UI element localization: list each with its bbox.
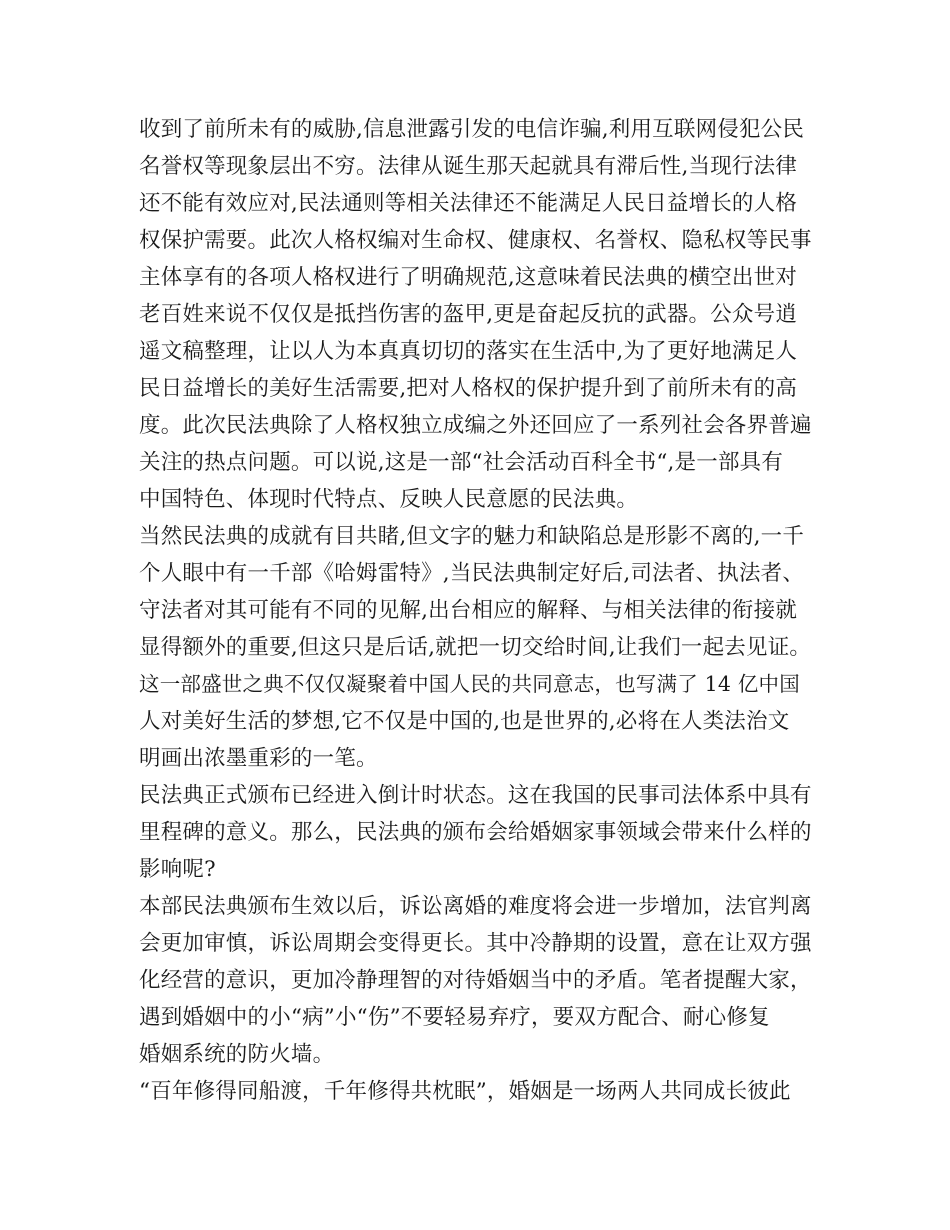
text-line: 影响呢? (139, 857, 216, 882)
text-line: 个人眼中有一千部《哈姆雷特》,当民法典制定好后,司法者、执法者、 (139, 561, 805, 586)
text-line: 民法典正式颁布已经进入倒计时状态。这在我国的民事司法体系中具有 (139, 783, 812, 808)
text-line: 显得额外的重要,但这只是后话,就把一切交给时间,让我们一起去见证。 (139, 635, 812, 660)
text-line: 民日益增长的美好生活需要,把对人格权的保护提升到了前所未有的高 (139, 376, 798, 401)
text-line: 守法者对其可能有不同的见解,出台相应的解释、与相关法律的衔接就 (139, 598, 798, 623)
text-line: 里程碑的意义。那么，民法典的颁布会给婚姻家事领域会带来什么样的 (139, 820, 812, 845)
text-line: 明画出浓墨重彩的一笔。 (139, 746, 378, 771)
text-line: “百年修得同船渡，千年修得共枕眠”，婚姻是一场两人共同成长彼此 (139, 1079, 791, 1104)
text-line: 名誉权等现象层出不穷。法律从诞生那天起就具有滞后性,当现行法律 (139, 154, 798, 179)
text-line: 人对美好生活的梦想,它不仅是中国的,也是世界的,必将在人类法治文 (139, 709, 790, 734)
text-line: 度。此次民法典除了人格权独立成编之外还回应了一系列社会各界普遍 (139, 413, 812, 438)
text-line: 权保护需要。此次人格权编对生命权、健康权、名誉权、隐私权等民事 (139, 228, 812, 253)
text-line: 遇到婚姻中的小“病”小“伤”不要轻易弃疗，要双方配合、耐心修复 (139, 1005, 770, 1030)
text-line: 关注的热点问题。可以说,这是一部“社会活动百科全书“,是一部具有 (139, 450, 784, 475)
text-line: 婚姻系统的防火墙。 (139, 1042, 335, 1067)
text-line: 老百姓来说不仅仅是抵挡伤害的盔甲,更是奋起反抗的武器。公众号逍 (139, 302, 798, 327)
text-line: 本部民法典颁布生效以后，诉讼离婚的难度将会进一步增加，法官判离 (139, 894, 812, 919)
text-line: 还不能有效应对,民法通则等相关法律还不能满足人民日益增长的人格 (139, 191, 798, 216)
text-line: 当然民法典的成就有目共睹,但文字的魅力和缺陷总是形影不离的,一千 (139, 524, 805, 549)
text-line: 中国特色、体现时代特点、反映人民意愿的民法典。 (139, 487, 639, 512)
text-line: 这一部盛世之典不仅仅凝聚着中国人民的共同意志，也写满了 14 亿中国 (139, 672, 800, 696)
text-line: 会更加审慎，诉讼周期会变得更长。其中冷静期的设置，意在让双方强 (139, 931, 812, 956)
text-line: 遥文稿整理，让以人为本真真切切的落实在生活中,为了更好地满足人 (139, 339, 798, 364)
document-body (139, 111, 815, 1110)
text-line: 收到了前所未有的威胁,信息泄露引发的电信诈骗,利用互联网侵犯公民 (139, 117, 805, 142)
text-line: 化经营的意识，更加冷静理智的对待婚姻当中的矛盾。笔者提醒大家， (139, 968, 812, 993)
text-line: 主体享有的各项人格权进行了明确规范,这意味着民法典的横空出世对 (139, 265, 798, 290)
